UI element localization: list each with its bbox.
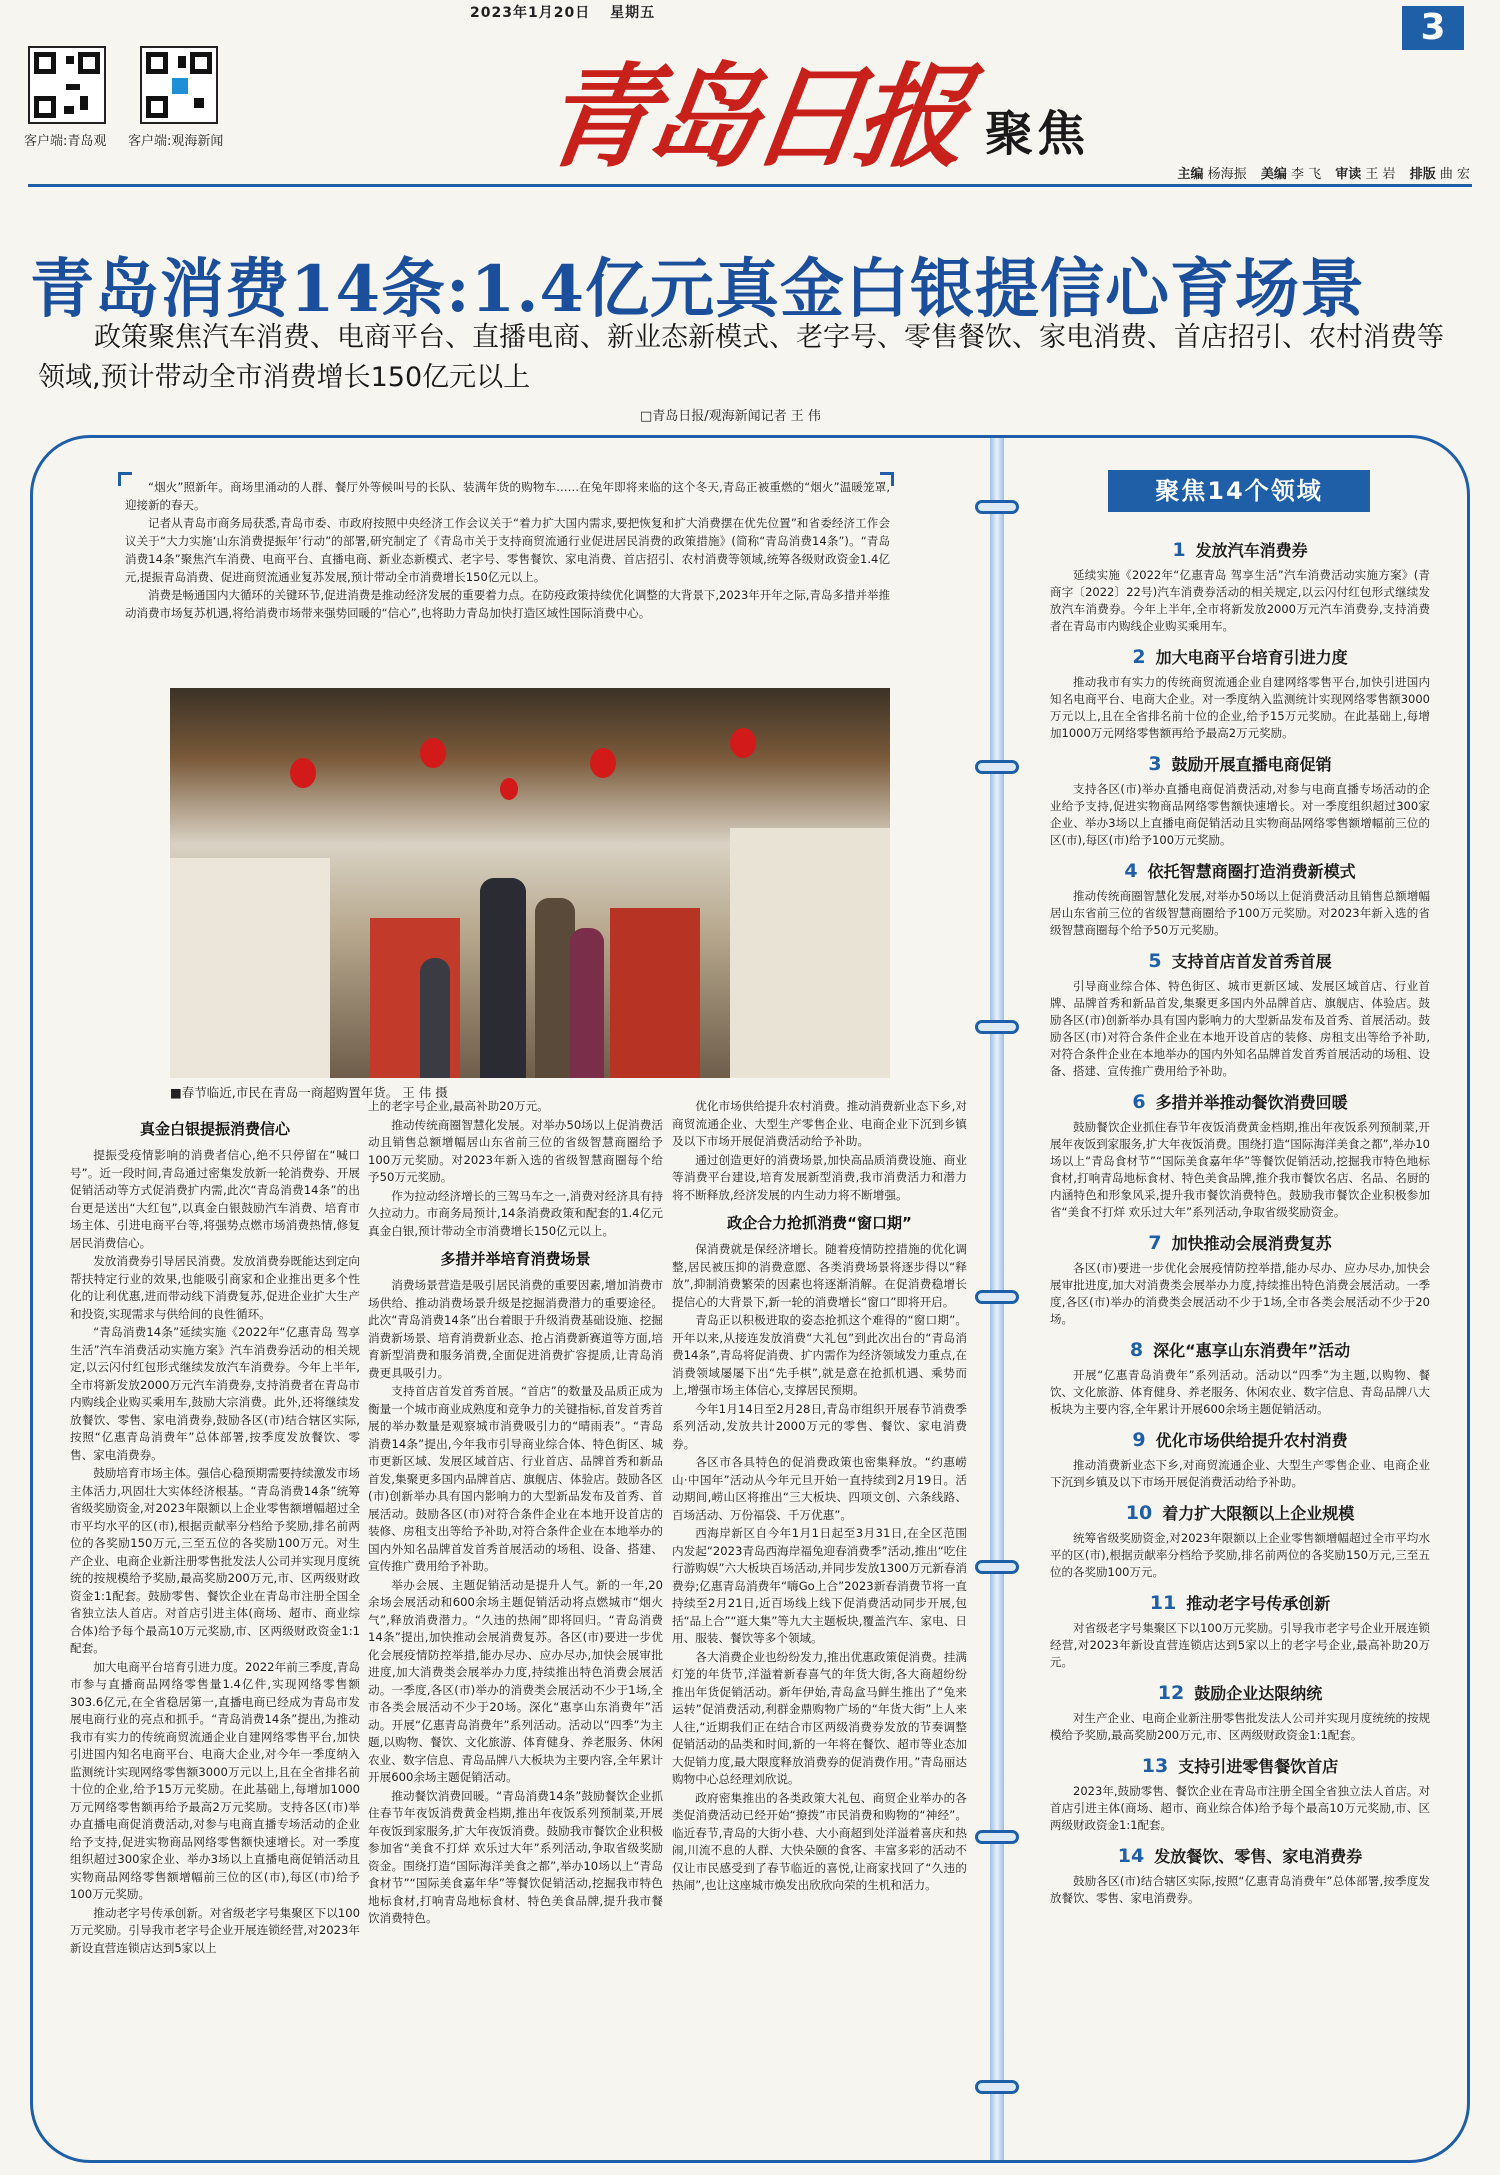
- focus-item-text: 各区(市)要进一步优化会展疫情防控举措,能办尽办、应办尽办,加快会展审批进度,加大对消费类会展举办力度,持续推出特色消费会展活动。一季度,各区(市)举办的消费类会展活动不少于1场,全市各类会展活动不少于20场。: [1050, 1261, 1430, 1326]
- photo-caption: ■春节临近,市民在青岛一商超购置年货。 王 伟 摄: [170, 1085, 448, 1100]
- intro-paragraph: 记者从青岛市商务局获悉,青岛市委、市政府按照中央经济工作会议关于“着力扩大国内需求,要把恢复和扩大消费摆在优先位置”和省委经济工作会议关于“大力实施‘山东消费提振年’行动”的部署,研究制定了《青岛市关于支持商贸流通行业促进居民消费的政策措施》(简称“青岛消费14条”)。“青岛消费14条”聚焦汽车消费、电商平台、直播电商、新业态新模式、老字号、零售餐饮、家电消费、首店招引、农村消费等领域,统筹各级财政资金1.4亿元,提振青岛消费、促进商贸流通业复苏发展,预计带动全市消费增长150亿元以上。: [125, 516, 890, 584]
- masthead: 青岛日报: [534, 52, 969, 183]
- weekday: 星期五: [610, 5, 656, 21]
- focus-item-number: 2: [1132, 646, 1146, 668]
- focus-item-heading: 多措并举推动餐饮消费回暖: [1155, 1093, 1348, 1112]
- focus-item-number: 6: [1132, 1091, 1146, 1113]
- focus-item: [1050, 1231, 1430, 1328]
- focus-item-heading: 支持引进零售餐饮首店: [1178, 1757, 1339, 1776]
- focus-item-text: 2023年,鼓励零售、餐饮企业在青岛市注册全国全省独立法人首店。对首店引进主体(商场、超市、商业综合体)给予每个最高10万元奖励,市、区两级财政资金1:1配套。: [1050, 1784, 1430, 1832]
- focus-item: [1050, 752, 1430, 849]
- qr-label: 客户端:青岛观: [24, 134, 107, 149]
- focus-item-title: [1050, 752, 1430, 775]
- focus-item-text: 对省级老字号集聚区下以100万元奖励。引导我市老字号企业开展连锁经营,对2023年新设直营连锁店达到5家以上的老字号企业,最高补助20万元。: [1050, 1621, 1430, 1669]
- qr-label: 客户端:观海新闻: [128, 134, 224, 149]
- binder-ring: [975, 2080, 1019, 2094]
- dateline: [470, 2, 669, 22]
- focus-item-title: [1050, 1501, 1430, 1524]
- paragraph: 各区市各具特色的促消费政策也密集释放。“约惠崂山·中国年”活动从今年元旦开始一直持续到2月19日。活动期间,崂山区将推出“三大板块、四项文创、六条线路、百场活动、万份福袋、千万优惠”。: [672, 1455, 967, 1522]
- focus-item: [1050, 645, 1430, 742]
- binder-ring: [975, 1560, 1019, 1574]
- focus-item: [1050, 1844, 1430, 1907]
- qr-code-icon: [28, 46, 106, 124]
- focus-item-text: 引导商业综合体、特色街区、城市更新区域、发展区域首店、行业首牌、品牌首秀和新品首发,集聚更多国内外品牌首店、旗舰店、体验店。鼓励各区(市)创新举办具有国内影响力的大型新品发布及首秀、首展活动。鼓励各区(市)对符合条件企业在本地开设首店的装修、房租支出等给予补助,对符合条件企业在本地举办的国内外知名品牌首发首秀首展活动的场租、设备、搭建、宣传推广费用给予补助。: [1050, 979, 1430, 1078]
- focus-item-text: 推动消费新业态下乡,对商贸流通企业、大型生产零售企业、电商企业下沉到乡镇及以下市场开展促消费活动给予补助。: [1050, 1458, 1430, 1489]
- binder-ring: [975, 1290, 1019, 1304]
- focus-item: [1050, 949, 1430, 1080]
- binder-ring: [975, 1020, 1019, 1034]
- page-number: 3: [1402, 6, 1464, 50]
- focus-item: [1050, 1754, 1430, 1834]
- focus-item-title: [1050, 1844, 1430, 1867]
- focus-item-text: 鼓励各区(市)结合辖区实际,按照“亿惠青岛消费年”总体部署,按季度发放餐饮、零售、家电消费券。: [1050, 1874, 1430, 1905]
- focus-item-title: [1050, 1338, 1430, 1361]
- focus-item-title: [1050, 1428, 1430, 1451]
- section-heading: 多措并举培育消费场景: [440, 1250, 591, 1268]
- byline: □青岛日报/观海新闻记者 王 伟: [640, 409, 821, 424]
- focus-item: [1050, 1501, 1430, 1581]
- focus-item-number: 9: [1132, 1429, 1146, 1451]
- staff-name: 李 飞: [1290, 167, 1322, 182]
- focus-item-number: 11: [1149, 1592, 1177, 1614]
- paragraph: 推动餐饮消费回暖。“青岛消费14条”鼓励餐饮企业抓住春节年夜饭消费黄金档期,推出年夜饭系列预制菜,开展年夜饭到家服务,扩大年夜饭消费。鼓励我市餐饮企业积极参加省“美食不打烊 欢乐过大年”系列活动,争取省级奖励资金。围绕打造“国际海洋美食之都”,举办10场以上“青岛食材节”“国际美食嘉年华”等餐饮促销活动,挖掘我市特色地标食材,打响青岛地标食材、特色美食品牌,提升我市餐饮消费特色。: [368, 1788, 663, 1925]
- paragraph: 各大消费企业也纷纷发力,推出优惠政策促消费。挂满灯笼的年货节,洋溢着新春喜气的年货大街,各大商超纷纷推出年货促销活动。新年伊始,青岛盒马鲜生推出了“兔来运转”促消费活动,利群金鼎购物广场的“年货大街”上人来人往,“近期我们正在结合市区两级消费券发放的节奏调整促销活动的品类和时间,新的一年将在餐饮、超市等业态加大促销力度,最大限度释放消费券的促消费作用。”青岛丽达购物中心总经理刘欣说。: [672, 1649, 967, 1786]
- subhead: 政策聚焦汽车消费、电商平台、直播电商、新业态新模式、老字号、零售餐饮、家电消费、首店招引、农村消费等领域,预计带动全市消费增长150亿元以上: [38, 322, 1444, 393]
- paragraph: 加大电商平台培育引进力度。2022年前三季度,青岛市参与直播商品网络零售量1.4亿件,实现网络零售额303.6亿元,在全省稳居第一,直播电商已经成为青岛市发展电商行业的亮点和抓手。“青岛消费14条”提出,为推动我市有实力的传统商贸流通企业自建网络零售平台,加快引进国内知名电商平台、电商大企业,对今年一季度纳入监测统计实现网络零售额3000万元以上,且在全省排名前十位的企业,给予15万元奖励。在此基础上,每增加1000万元网络零售额再给予最高2万元奖励。支持各区(市)举办直播电商促消费活动,对参与电商直播专场活动的企业给予支持,促进实物商品网络零售额快速增长。对一季度组织超过300家企业、举办3场以上直播电商促销活动且实物商品网络零售额增幅前三位的区(市),每区(市)给予100万元奖励。: [70, 1659, 360, 1901]
- focus-item-title: [1050, 538, 1430, 561]
- headline: 青岛消费14条:1.4亿元真金白银提信心育场景: [30, 252, 1366, 327]
- focus-item-title: [1050, 1231, 1430, 1254]
- paragraph: 推动老字号传承创新。对省级老字号集聚区下以100万元奖励。引导我市老字号企业开展连锁经营,对2023年新设直营连锁店达到5家以上: [70, 1905, 360, 1955]
- paragraph: 西海岸新区自今年1月1日起至3月31日,在全区范围内发起“2023青岛西海岸福兔迎春消费季”活动,推出“吃住行游购娱”六大板块百场活动,并同步发放1300万元新春消费券;亿惠青岛消费年“嗨Go上合”2023新春消费节将一直持续至2月21日,近百场线上线下促消费活动同步开展,包括“品上合”“逛大集”等九大主题板块,覆盖汽车、家电、日用、服装、餐饮等多个领域。: [672, 1526, 967, 1645]
- focus-item: [1050, 1428, 1430, 1491]
- sidebar-title: 聚焦14个领域: [1108, 470, 1370, 512]
- focus-item-number: 13: [1141, 1755, 1169, 1777]
- focus-item: [1050, 1338, 1430, 1418]
- binder-ring: [975, 500, 1019, 514]
- focus-item-heading: 深化“惠享山东消费年”活动: [1153, 1341, 1351, 1360]
- focus-item: [1050, 1090, 1430, 1221]
- focus-item-heading: 推动老字号传承创新: [1186, 1594, 1331, 1613]
- focus-item-heading: 着力扩大限额以上企业规模: [1162, 1504, 1355, 1523]
- staff-name: 王 岩: [1365, 167, 1396, 182]
- staff-role: 美编: [1260, 167, 1287, 182]
- focus-item: [1050, 1591, 1430, 1671]
- staff-name: 杨海振: [1207, 167, 1247, 182]
- paragraph: 提振受疫情影响的消费者信心,绝不只停留在“喊口号”。近一段时间,青岛通过密集发放新一轮消费券、开展促销活动等方式促消费扩内需,此次“青岛消费14条”的出台更是送出“大红包”,以真金白银鼓励汽车消费、培育市场主体、引进电商平台等,将强势点燃市场消费热情,修复居民消费信心。: [70, 1148, 360, 1250]
- paragraph: 推动传统商圈智慧化发展。对举办50场以上促消费活动且销售总额增幅居山东省前三位的省级智慧商圈给予100万元奖励。对2023年新入选的省级智慧商圈每个给予50万元奖励。: [368, 1117, 663, 1184]
- intro-text: [125, 478, 890, 678]
- focus-item-number: 10: [1125, 1502, 1153, 1524]
- focus-item-title: [1050, 1754, 1430, 1777]
- paragraph: 保消费就是保经济增长。随着疫情防控措施的优化调整,居民被压抑的消费意愿、各类消费场景将逐步得以“释放”,抑制消费繁荣的因素也将逐渐消解。在促消费稳增长提信心的大背景下,新一轮的消费增长“窗口”即将开启。: [672, 1242, 967, 1309]
- focus-item-heading: 支持首店首发首秀首展: [1171, 952, 1332, 971]
- focus-item-heading: 依托智慧商圈打造消费新模式: [1147, 862, 1356, 881]
- focus-item: [1050, 1681, 1430, 1744]
- focus-item-text: 开展“亿惠青岛消费年”系列活动。活动以“四季”为主题,以购物、餐饮、文化旅游、体育健身、养老服务、休闲农业、数字信息、青岛品牌八大板块为主要内容,全年累计开展600余场主题促销活动。: [1050, 1368, 1430, 1416]
- focus-item-title: [1050, 949, 1430, 972]
- focus-item-text: 统筹省级奖励资金,对2023年限额以上企业零售额增幅超过全市平均水平的区(市),根据贡献率分档给予奖励,排名前两位的各奖励150万元,三至五位的各奖励100万元。: [1050, 1531, 1430, 1579]
- focus-item-number: 14: [1117, 1845, 1145, 1867]
- focus-item-number: 5: [1148, 950, 1162, 972]
- sidebar-items: [1050, 528, 1430, 1907]
- paragraph: 优化市场供给提升农村消费。推动消费新业态下乡,对商贸流通企业、大型生产零售企业、电商企业下沉到乡镇及以下市场开展促消费活动给予补助。: [672, 1099, 967, 1148]
- staff-credits: [1168, 163, 1470, 182]
- focus-item-number: 8: [1129, 1339, 1144, 1361]
- article-column-1: [70, 1110, 360, 2155]
- focus-item-title: [1050, 1681, 1430, 1704]
- article-column-2: [368, 1098, 663, 2155]
- focus-item-heading: 鼓励企业达限纳统: [1194, 1684, 1323, 1703]
- section-heading: 真金白银提振消费信心: [139, 1120, 290, 1138]
- focus-item-heading: 鼓励开展直播电商促销: [1171, 755, 1332, 774]
- staff-name: 曲 宏: [1439, 167, 1470, 182]
- focus-item-text: 推动传统商圈智慧化发展,对举办50场以上促消费活动且销售总额增幅居山东省前三位的省级智慧商圈给予100万元奖励。对2023年新入选的省级智慧商圈每个给予50万元奖励。: [1050, 889, 1430, 937]
- market-photo: [170, 688, 890, 1078]
- article-column-3: [672, 1098, 967, 2155]
- staff-role: 审读: [1335, 167, 1362, 182]
- intro-paragraph: 消费是畅通国内大循环的关键环节,促进消费是推动经济发展的重要着力点。在防疫政策持续优化调整的大背景下,2023年开年之际,青岛多措并举推动消费市场复苏机遇,将给消费市场带来强势回暖的“信心”,也将助力青岛加快打造区域性国际消费中心。: [125, 588, 890, 620]
- paragraph: 今年1月14日至2月28日,青岛市组织开展春节消费季系列活动,发放共计2000万元的零售、餐饮、家电消费券。: [672, 1401, 967, 1451]
- paragraph: 通过创造更好的消费场景,加快高品质消费设施、商业等消费平台建设,培育发展新型消费,我市消费活力和潜力将不断释放,经济发展的内生动力将不断增强。: [672, 1152, 967, 1202]
- focus-item-number: 12: [1157, 1682, 1185, 1704]
- paragraph: 作为拉动经济增长的三驾马车之一,消费对经济具有持久拉动力。市商务局预计,14条消费政策和配套的1.4亿元真金白银,预计带动全市消费增长150亿元以上。: [368, 1188, 663, 1238]
- paragraph: 举办会展、主题促销活动是提升人气。新的一年,20余场会展活动和600余场主题促销活动将点燃城市“烟火气”,释放消费潜力。“久违的热闹”即将回归。“青岛消费14条”提出,加快推动会展消费复苏。各区(市)要进一步优化会展疫情防控举措,能办尽办、应办尽办,加快会展审批进度,加大消费类会展举办力度,持续推出特色消费会展活动。一季度,各区(市)举办的消费类会展活动不少于1场,全市各类会展活动不少于20场。深化“惠享山东消费年”活动。开展“亿惠青岛消费年”系列活动。活动以“四季”为主题,以购物、餐饮、文化旅游、体育健身、养老服务、休闲农业、数字信息、青岛品牌八大板块为主要内容,全年累计开展600余场主题促销活动。: [368, 1577, 663, 1784]
- focus-item-heading: 加快推动会展消费复苏: [1171, 1234, 1332, 1253]
- focus-item-number: 4: [1124, 860, 1138, 882]
- focus-item-heading: 优化市场供给提升农村消费: [1155, 1431, 1348, 1450]
- focus-item-number: 7: [1148, 1232, 1162, 1254]
- paragraph: 上的老字号企业,最高补助20万元。: [368, 1099, 549, 1113]
- paragraph: “青岛消费14条”延续实施《2022年“亿惠青岛 驾享生活”汽车消费活动实施方案》汽车消费券活动的相关规定,以云闪付红包形式继续发放汽车消费券。今年上半年,全市将新发放2000万元汽车消费券,支持消费者在青岛市内购线企业购买乘用车,鼓励大宗消费。此外,还将继续发放餐饮、零售、家电消费券,鼓励各区(市)结合辖区实际,按照“亿惠青岛消费年”总体部署,按季度发放餐饮、零售、家电消费券。: [70, 1325, 360, 1462]
- focus-item-text: 推动我市有实力的传统商贸流通企业自建网络零售平台,加快引进国内知名电商平台、电商大企业。对一季度纳入监测统计实现网络零售额3000万元以上,且在全省排名前十位的企业,给予15万元奖励。在此基础上,每增加1000万元网络零售额再给予最高2万元奖励。: [1050, 675, 1430, 740]
- focus-item-title: [1050, 1090, 1430, 1113]
- focus-item: [1050, 538, 1430, 635]
- focus-item-text: 对生产企业、电商企业新注册零售批发法人公司并实现月度统统的按规模给予奖励,最高奖励200万元,市、区两级财政资金1:1配套。: [1050, 1711, 1430, 1742]
- paragraph: 青岛正以积极进取的姿态抢抓这个难得的“窗口期”。开年以来,从接连发放消费“大礼包”到此次出台的“青岛消费14条”,青岛将促消费、扩内需作为经济领域发力重点,在消费领域屡屡下出“先手棋”,就是意在抢抓机遇、乘势而上,增强市场主体信心,支撑居民预期。: [672, 1313, 967, 1397]
- binder-ring: [975, 760, 1019, 774]
- date: 2023年1月20日: [470, 5, 591, 21]
- focus-item-number: 1: [1172, 539, 1186, 561]
- focus-item-text: 支持各区(市)举办直播电商促消费活动,对参与电商直播专场活动的企业给予支持,促进实物商品网络零售额快速增长。对一季度组织超过300家企业、举办3场以上直播电商促销活动且实物商品网络零售额增幅前三位的区(市),每区(市)给予100万元奖励。: [1050, 782, 1430, 847]
- binder-ring: [975, 1830, 1019, 1844]
- focus-item-heading: 发放汽车消费券: [1195, 541, 1308, 560]
- focus-item-text: 鼓励餐饮企业抓住春节年夜饭消费黄金档期,推出年夜饭系列预制菜,开展年夜饭到家服务,扩大年夜饭消费。围绕打造“国际海洋美食之都”,举办10场以上“青岛食材节”“国际美食嘉年华”等餐饮促销活动,挖掘我市特色地标食材,打响青岛地标食材、特色美食品牌,推介我市餐饮名店、名品、名厨的内涵特色和形象风采,提升我市餐饮消费特色。鼓励我市餐饮企业积极参加省“美食不打烊 欢乐过大年”系列活动,争取省级奖励资金。: [1050, 1120, 1430, 1219]
- focus-item-title: [1050, 645, 1430, 668]
- intro-paragraph: “烟火”照新年。商场里涌动的人群、餐厅外等候叫号的长队、装满年货的购物车……在兔年即将来临的这个冬天,青岛正被重燃的“烟火”温暖笼罩,迎接新的春天。: [125, 480, 890, 512]
- qr-code-icon: [140, 46, 218, 124]
- paragraph: 政府密集推出的各类政策大礼包、商贸企业举办的各类促消费活动已经开始“撩拨”市民消费和购物的“神经”。临近春节,青岛的大街小巷、大小商超到处洋溢着喜庆和热闹,川流不息的人群、大快朵颐的食客、丰富多彩的活动不仅让市民感受到了春节临近的喜悦,让商家找回了“久违的热闹”,也让这座城市焕发出欣欣向荣的生机和活力。: [672, 1790, 967, 1892]
- paragraph: 发放消费券引导居民消费。发放消费券既能达到定向帮扶特定行业的效果,也能吸引商家和企业推出更多个性化的让利优惠,进而带动线下消费复苏,促进企业扩大生产和投资,实现需求与供给间的良性循环。: [70, 1254, 360, 1321]
- focus-item-title: [1050, 859, 1430, 882]
- paragraph: 消费场景营造是吸引居民消费的重要因素,增加消费市场供给、推动消费场景升级是挖掘消费潜力的重要途径。此次“青岛消费14条”出台着眼于升级消费基础设施、挖掘消费新场景、培育消费新业态、抢占消费新赛道等方面,培育新型消费和服务消费,全面促进消费扩容提质,让青岛消费更具吸引力。: [368, 1278, 663, 1380]
- staff-role: 主编: [1177, 167, 1204, 182]
- paragraph: 鼓励培育市场主体。强信心稳预期需要持续激发市场主体活力,巩固壮大实体经济根基。“青岛消费14条”统筹省级奖励资金,对2023年限额以上企业零售额增幅超过全市平均水平的区(市),根据贡献率分档给予奖励,排名前两位的各奖励150万元,三至五位的各奖励100万元。对生产企业、电商企业新注册零售批发法人公司并实现月度统统的按规模给予奖励,最高奖励200万元,市、区两级财政资金1:1配套。鼓励零售、餐饮企业在青岛市注册全国全省独立法人首店。对首店引进主体(商场、超市、商业综合体)给予每个最高10万元奖励,市、区两级财政资金1:1配套。: [70, 1466, 360, 1655]
- staff-role: 排版: [1409, 167, 1436, 182]
- section-heading: 政企合力抢抓消费“窗口期”: [727, 1214, 912, 1232]
- focus-item-heading: 发放餐饮、零售、家电消费券: [1154, 1847, 1363, 1866]
- focus-item-text: 延续实施《2022年“亿惠青岛 驾享生活”汽车消费活动实施方案》(青商字〔2022〕22号)汽车消费券活动的相关规定,以云闪付红包形式继续发放汽车消费券。今年上半年,全市将新发放2000万元汽车消费券,支持消费者在青岛市内购线企业购买乘用车。: [1050, 568, 1430, 633]
- focus-item: [1050, 859, 1430, 939]
- focus-item-number: 3: [1148, 753, 1162, 775]
- header-rule: [28, 184, 1472, 187]
- focus-item-title: [1050, 1591, 1430, 1614]
- focus-item-heading: 加大电商平台培育引进力度: [1155, 648, 1348, 667]
- paragraph: 支持首店首发首秀首展。“首店”的数量及品质正成为衡量一个城市商业成熟度和竞争力的关键指标,首发首秀首展的举办数量是观察城市消费吸引力的“晴雨表”。“青岛消费14条”提出,今年我市引导商业综合体、特色街区、城市更新区域、发展区域首店、行业首店、品牌首秀和新品首发,集聚更多国内品牌首店、旗舰店、体验店。鼓励各区(市)创新举办具有国内影响力的大型新品发布及首秀、首展活动。鼓励各区(市)对符合条件企业在本地开设首店的装修、房租支出等给予补助,对符合条件企业在本地举办的国内外知名品牌首发首秀首展活动的场租、设备、搭建、宣传推广费用给予补助。: [368, 1384, 663, 1573]
- section-name: 聚焦: [985, 106, 1090, 162]
